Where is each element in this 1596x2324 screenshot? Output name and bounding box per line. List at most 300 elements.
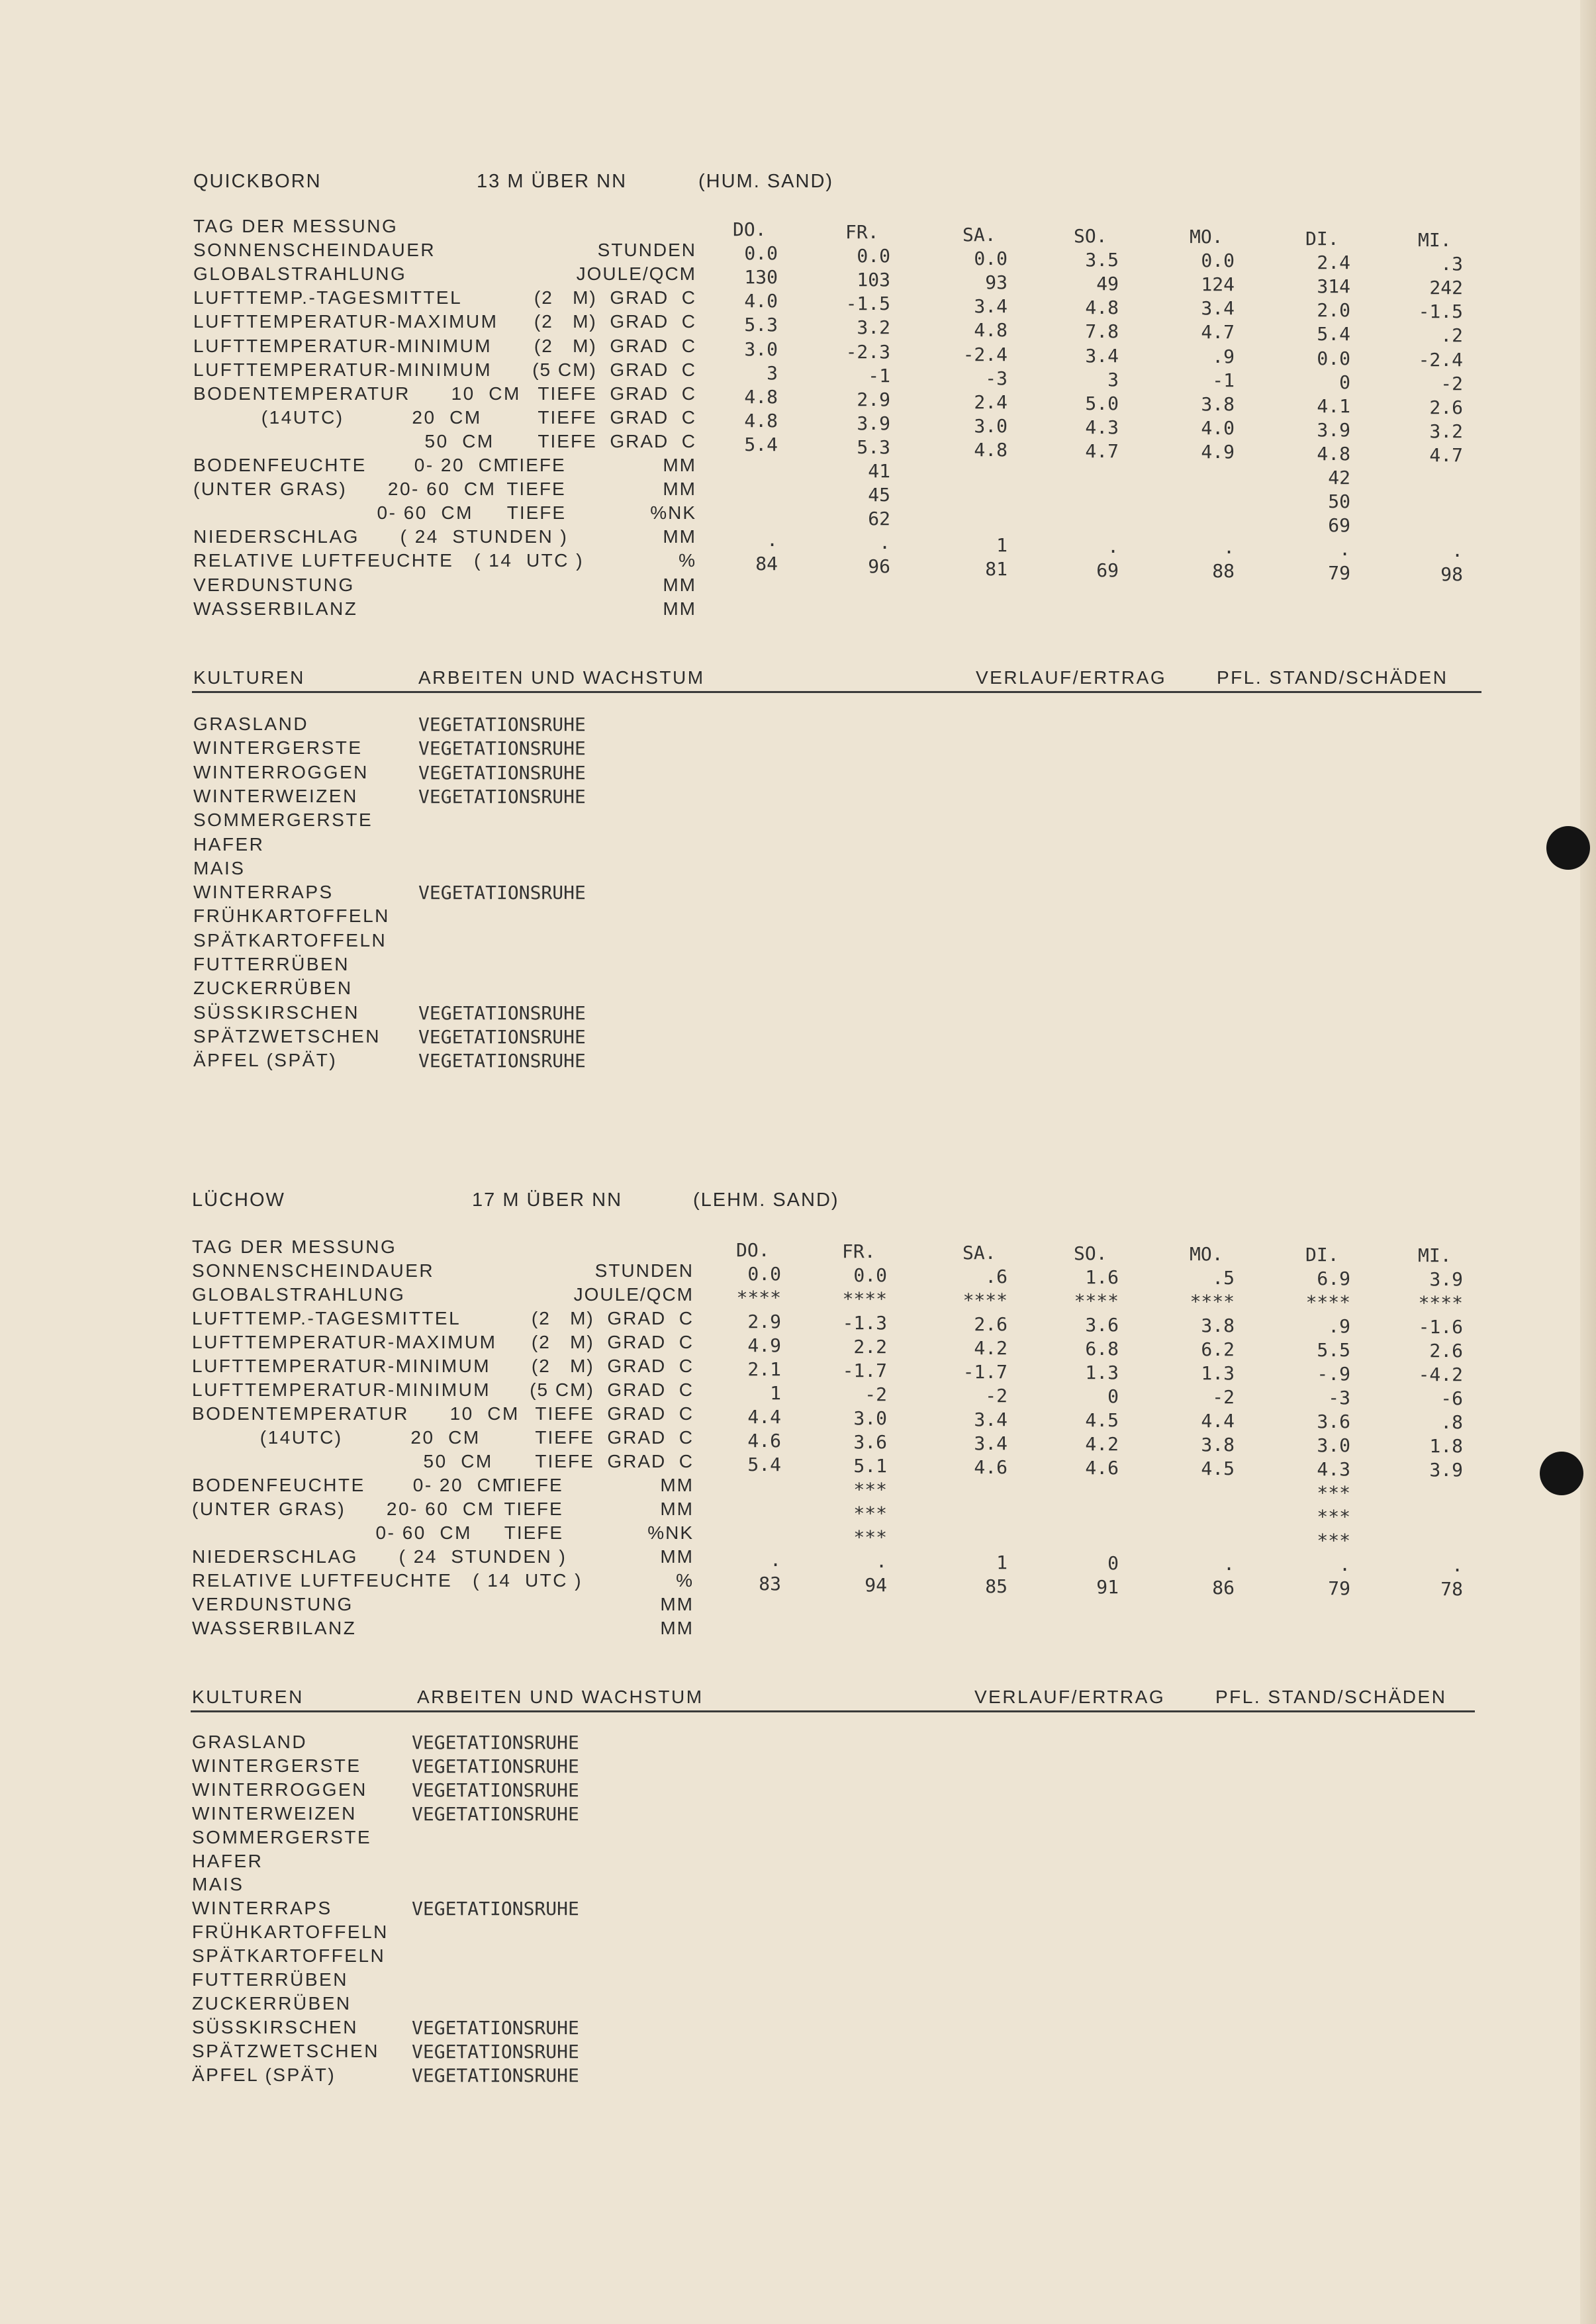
crop-label: FUTTERRÜBEN bbox=[193, 954, 350, 974]
value-cell: 5.4 bbox=[1317, 323, 1350, 346]
value-cell: 6.2 bbox=[1201, 1338, 1235, 1360]
value-cell: 4.3 bbox=[1085, 416, 1119, 438]
value-cell: 4.4 bbox=[1201, 1410, 1235, 1432]
kulturen-header-arbeiten: ARBEITEN UND WACHSTUM bbox=[418, 667, 705, 688]
measure-unit: (2 M) GRAD C bbox=[531, 1332, 694, 1352]
measure-unit: STUNDEN bbox=[594, 1260, 694, 1281]
measure-label: RELATIVE LUFTFEUCHTE ( 14 UTC ) bbox=[192, 1570, 583, 1591]
page-edge bbox=[1580, 0, 1596, 2324]
value-cell: 103 bbox=[857, 269, 890, 291]
crop-label: FRÜHKARTOFFELN bbox=[192, 1922, 389, 1943]
measure-label: NIEDERSCHLAG ( 24 STUNDEN ) bbox=[193, 526, 569, 547]
value-cell: 96 bbox=[868, 555, 890, 578]
value-cell: 2.6 bbox=[1429, 1340, 1463, 1362]
crop-status: VEGETATIONSRUHE bbox=[418, 1025, 586, 1048]
crop-status: VEGETATIONSRUHE bbox=[418, 785, 586, 808]
measure-label: (UNTER GRAS) 20- 60 CM bbox=[193, 479, 496, 500]
crop-label: HAFER bbox=[192, 1850, 263, 1871]
value-cell: **** bbox=[1418, 1292, 1463, 1314]
value-cell: 4.8 bbox=[744, 385, 778, 408]
day-header: SA. bbox=[962, 1242, 996, 1264]
crop-label: SOMMERGERSTE bbox=[192, 1826, 372, 1847]
crop-status: VEGETATIONSRUHE bbox=[418, 1050, 586, 1072]
value-cell: *** bbox=[853, 1503, 887, 1524]
crop-label: WINTERGERSTE bbox=[192, 1755, 361, 1776]
day-header: SO. bbox=[1074, 225, 1107, 247]
value-cell: **** bbox=[1074, 1290, 1119, 1312]
crop-status: VEGETATIONSRUHE bbox=[412, 1779, 579, 1801]
value-cell: . bbox=[876, 1550, 887, 1572]
measure-unit: STUNDEN bbox=[597, 240, 696, 261]
value-cell: 4.0 bbox=[744, 290, 778, 312]
value-cell: -2 bbox=[865, 1383, 887, 1405]
value-cell: .2 bbox=[1440, 324, 1463, 347]
value-cell: 3.4 bbox=[974, 295, 1008, 318]
value-cell: 4.2 bbox=[974, 1337, 1008, 1359]
station-name: QUICKBORN bbox=[193, 171, 322, 192]
value-cell: -.9 bbox=[1317, 1363, 1350, 1385]
crop-status: VEGETATIONSRUHE bbox=[412, 2040, 579, 2063]
crop-status: VEGETATIONSRUHE bbox=[418, 737, 586, 760]
crop-status: VEGETATIONSRUHE bbox=[418, 761, 586, 784]
value-cell: 3.8 bbox=[1201, 393, 1235, 415]
value-cell: 0.0 bbox=[744, 242, 778, 265]
kulturen-header-arbeiten: ARBEITEN UND WACHSTUM bbox=[417, 1687, 704, 1707]
station-soil: (LEHM. SAND) bbox=[693, 1189, 839, 1211]
value-cell: 3.9 bbox=[1317, 418, 1350, 441]
value-cell: 0.0 bbox=[1201, 250, 1235, 272]
crop-status: VEGETATIONSRUHE bbox=[418, 1001, 586, 1024]
measure-label: BODENFEUCHTE 0- 20 CM bbox=[192, 1475, 510, 1495]
crop-status: VEGETATIONSRUHE bbox=[418, 882, 586, 904]
crop-status: VEGETATIONSRUHE bbox=[412, 1802, 579, 1825]
value-cell: 78 bbox=[1440, 1578, 1463, 1600]
value-cell: 69 bbox=[1096, 559, 1119, 582]
value-cell: -1 bbox=[868, 364, 890, 387]
value-cell: 2.4 bbox=[974, 391, 1008, 413]
measure-unit: JOULE/QCM bbox=[576, 263, 696, 285]
crop-label: GRASLAND bbox=[193, 714, 309, 734]
measure-unit: TIEFE MM bbox=[506, 455, 696, 475]
value-cell: 4.5 bbox=[1085, 1409, 1119, 1431]
value-cell: 41 bbox=[868, 460, 890, 482]
value-cell: 4.9 bbox=[1201, 440, 1235, 463]
value-cell: 1.3 bbox=[1201, 1362, 1235, 1384]
measure-unit: TIEFE GRAD C bbox=[535, 1427, 694, 1448]
value-cell: -2 bbox=[1212, 1386, 1235, 1408]
value-cell: 3.4 bbox=[974, 1432, 1008, 1454]
crop-label: SPÄTZWETSCHEN bbox=[193, 1025, 381, 1046]
value-cell: **** bbox=[1190, 1291, 1235, 1313]
measure-unit: MM bbox=[660, 1594, 694, 1614]
value-cell: 3.2 bbox=[1429, 420, 1463, 442]
crop-status: VEGETATIONSRUHE bbox=[412, 2064, 579, 2086]
crop-label: FRÜHKARTOFFELN bbox=[193, 906, 390, 927]
measure-label: RELATIVE LUFTFEUCHTE ( 14 UTC ) bbox=[193, 550, 585, 571]
value-cell: . bbox=[879, 532, 890, 554]
value-cell: 4.6 bbox=[974, 1456, 1008, 1478]
value-cell: 5.0 bbox=[1085, 392, 1119, 414]
value-cell: 3.8 bbox=[1201, 1315, 1235, 1336]
value-cell: -1 bbox=[1212, 369, 1235, 391]
value-cell: 7.8 bbox=[1085, 320, 1119, 343]
day-header: MO. bbox=[1190, 1243, 1223, 1265]
value-cell: 49 bbox=[1096, 273, 1119, 295]
value-cell: .6 bbox=[985, 1266, 1008, 1287]
measure-unit: % bbox=[676, 1570, 694, 1591]
crop-label: ZUCKERRÜBEN bbox=[193, 978, 353, 999]
measure-label: BODENTEMPERATUR 10 CM bbox=[192, 1403, 520, 1424]
value-cell: 3.9 bbox=[857, 412, 890, 434]
measure-unit: TIEFE GRAD C bbox=[535, 1403, 694, 1424]
value-cell: . bbox=[770, 1549, 781, 1571]
value-cell: 81 bbox=[985, 558, 1008, 581]
measure-label: (14UTC) 20 CM bbox=[192, 1427, 481, 1448]
measure-unit: TIEFE %NK bbox=[506, 502, 696, 524]
value-cell: 86 bbox=[1212, 1577, 1235, 1599]
value-cell: 94 bbox=[865, 1574, 887, 1596]
value-cell: -1.7 bbox=[842, 1360, 887, 1381]
crop-label: SÜSSKIRSCHEN bbox=[192, 2016, 358, 2037]
value-cell: . bbox=[1339, 1554, 1350, 1575]
value-cell: -4.2 bbox=[1418, 1364, 1463, 1385]
crop-label: WINTERROGGEN bbox=[193, 761, 369, 782]
crop-label: MAIS bbox=[193, 857, 246, 878]
value-cell: 130 bbox=[744, 266, 778, 289]
value-cell: 3.4 bbox=[974, 1409, 1008, 1430]
value-cell: 79 bbox=[1328, 1577, 1350, 1599]
measure-unit: MM bbox=[663, 574, 696, 595]
value-cell: 0.0 bbox=[853, 1264, 887, 1286]
crop-label: WINTERROGGEN bbox=[192, 1779, 367, 1800]
measure-label: SONNENSCHEINDAUER bbox=[193, 240, 436, 261]
measure-label: TAG DER MESSUNG bbox=[193, 216, 399, 236]
measure-unit: (5 CM) GRAD C bbox=[530, 1379, 694, 1400]
value-cell: 3.4 bbox=[1085, 344, 1119, 367]
value-cell: -1.5 bbox=[1418, 301, 1463, 323]
kulturen-rule bbox=[191, 1710, 1475, 1712]
crop-status: VEGETATIONSRUHE bbox=[418, 714, 586, 735]
value-cell: 1 bbox=[996, 534, 1008, 557]
value-cell: 2.0 bbox=[1317, 299, 1350, 322]
punch-hole-upper bbox=[1546, 826, 1590, 870]
measure-label: VERDUNSTUNG bbox=[193, 574, 355, 595]
value-cell: 1 bbox=[770, 1382, 781, 1404]
value-cell: 242 bbox=[1429, 277, 1463, 299]
value-cell: 1.3 bbox=[1085, 1362, 1119, 1383]
day-header: DO. bbox=[736, 1239, 770, 1261]
day-header: DI. bbox=[1305, 1244, 1339, 1266]
day-header: DO. bbox=[733, 218, 767, 240]
crop-label: WINTERWEIZEN bbox=[193, 785, 358, 806]
value-cell: 4.2 bbox=[1085, 1433, 1119, 1455]
measure-label: WASSERBILANZ bbox=[192, 1618, 357, 1638]
measure-unit: MM bbox=[660, 1618, 694, 1638]
measure-label: LUFTTEMPERATUR-MAXIMUM bbox=[192, 1332, 497, 1352]
value-cell: 3.0 bbox=[974, 414, 1008, 437]
measure-unit: TIEFE %NK bbox=[504, 1522, 694, 1543]
value-cell: 3.4 bbox=[1201, 297, 1235, 320]
value-cell: *** bbox=[1317, 1482, 1350, 1504]
value-cell: 2.9 bbox=[857, 388, 890, 410]
value-cell: 3.0 bbox=[744, 338, 778, 360]
value-cell: 3 bbox=[767, 361, 778, 384]
value-cell: 0.0 bbox=[747, 1263, 781, 1285]
value-cell: 4.0 bbox=[1201, 416, 1235, 439]
value-cell: -3 bbox=[1328, 1387, 1350, 1409]
value-cell: 3.2 bbox=[857, 316, 890, 339]
station-name: LÜCHOW bbox=[192, 1189, 285, 1211]
crop-label: WINTERGERSTE bbox=[193, 737, 363, 759]
crop-label: WINTERRAPS bbox=[192, 1898, 332, 1919]
measure-unit: % bbox=[679, 550, 696, 571]
value-cell: 3.6 bbox=[853, 1431, 887, 1453]
value-cell: 5.5 bbox=[1317, 1339, 1350, 1361]
value-cell: 79 bbox=[1328, 562, 1350, 584]
measure-unit: (2 M) GRAD C bbox=[531, 1308, 694, 1328]
value-cell: 4.8 bbox=[1317, 442, 1350, 465]
crop-status: VEGETATIONSRUHE bbox=[412, 2016, 579, 2039]
measure-unit: MM bbox=[663, 526, 696, 547]
value-cell: 3.6 bbox=[1085, 1314, 1119, 1336]
value-cell: 4.5 bbox=[1201, 1458, 1235, 1479]
value-cell: 5.3 bbox=[744, 314, 778, 336]
value-cell: . bbox=[1452, 1554, 1463, 1576]
value-cell: 6.9 bbox=[1317, 1268, 1350, 1289]
crop-label: WINTERWEIZEN bbox=[192, 1802, 357, 1824]
station-elevation: 13 M ÜBER NN bbox=[477, 171, 628, 192]
value-cell: .5 bbox=[1212, 1267, 1235, 1289]
value-cell: 4.8 bbox=[974, 438, 1008, 461]
value-cell: -1.3 bbox=[842, 1312, 887, 1334]
crop-label: SPÄTZWETSCHEN bbox=[192, 2040, 379, 2061]
value-cell: 4.1 bbox=[1317, 395, 1350, 417]
measure-label: BODENTEMPERATUR 10 CM bbox=[193, 383, 521, 404]
measure-label: LUFTTEMP.-TAGESMITTEL bbox=[193, 287, 463, 308]
value-cell: 2.9 bbox=[747, 1311, 781, 1332]
crop-label: WINTERRAPS bbox=[193, 882, 334, 903]
kulturen-header-kulturen: KULTUREN bbox=[192, 1687, 304, 1707]
value-cell: 85 bbox=[985, 1575, 1008, 1597]
value-cell: 4.8 bbox=[974, 319, 1008, 342]
value-cell: -1.7 bbox=[962, 1361, 1008, 1383]
value-cell: -1.6 bbox=[1418, 1316, 1463, 1338]
value-cell: 3.9 bbox=[1429, 1268, 1463, 1290]
measure-label: GLOBALSTRAHLUNG bbox=[193, 263, 407, 285]
kulturen-header-verlauf: VERLAUF/ERTRAG bbox=[976, 667, 1167, 688]
value-cell: **** bbox=[842, 1288, 887, 1310]
measure-label: 0- 60 CM bbox=[193, 502, 473, 524]
value-cell: 2.6 bbox=[974, 1313, 1008, 1335]
value-cell: *** bbox=[853, 1479, 887, 1501]
crop-status: VEGETATIONSRUHE bbox=[412, 1898, 579, 1920]
measure-label: 50 CM bbox=[193, 430, 494, 451]
measure-label: TAG DER MESSUNG bbox=[192, 1236, 397, 1257]
measure-label: LUFTTEMPERATUR-MINIMUM bbox=[193, 359, 493, 380]
crop-label: FUTTERRÜBEN bbox=[192, 1969, 348, 1990]
measure-label: SONNENSCHEINDAUER bbox=[192, 1260, 435, 1281]
station-elevation: 17 M ÜBER NN bbox=[472, 1189, 623, 1211]
value-cell: 3 bbox=[1107, 368, 1119, 391]
day-header: SO. bbox=[1074, 1242, 1107, 1264]
value-cell: 91 bbox=[1096, 1576, 1119, 1598]
value-cell: 3.6 bbox=[1317, 1411, 1350, 1432]
value-cell: 98 bbox=[1440, 563, 1463, 586]
value-cell: 50 bbox=[1328, 490, 1350, 513]
day-header: MI. bbox=[1418, 229, 1452, 251]
measure-unit: TIEFE MM bbox=[506, 479, 696, 500]
crop-label: ZUCKERRÜBEN bbox=[192, 1992, 352, 2014]
day-header: MI. bbox=[1418, 1244, 1452, 1266]
value-cell: 1 bbox=[996, 1552, 1008, 1573]
measure-label: BODENFEUCHTE 0- 20 CM bbox=[193, 455, 511, 475]
value-cell: 3.9 bbox=[1429, 1459, 1463, 1481]
kulturen-rule bbox=[192, 691, 1481, 693]
crop-label: ÄPFEL (SPÄT) bbox=[192, 2064, 336, 2085]
day-header: SA. bbox=[962, 224, 996, 246]
measure-label: WASSERBILANZ bbox=[193, 598, 358, 619]
value-cell: 4.4 bbox=[747, 1406, 781, 1428]
measure-unit: (2 M) GRAD C bbox=[531, 1356, 694, 1376]
measure-label: NIEDERSCHLAG ( 24 STUNDEN ) bbox=[192, 1546, 567, 1567]
measure-label: GLOBALSTRAHLUNG bbox=[192, 1284, 406, 1305]
value-cell: 1.8 bbox=[1429, 1435, 1463, 1457]
value-cell: -2.4 bbox=[1418, 348, 1463, 371]
value-cell: 4.3 bbox=[1317, 1458, 1350, 1480]
value-cell: .8 bbox=[1440, 1411, 1463, 1433]
value-cell: **** bbox=[1305, 1291, 1350, 1313]
value-cell: -6 bbox=[1440, 1387, 1463, 1409]
crop-label: HAFER bbox=[193, 833, 265, 855]
station-soil: (HUM. SAND) bbox=[698, 171, 834, 192]
measure-unit: TIEFE GRAD C bbox=[535, 1451, 694, 1471]
measure-label: LUFTTEMPERATUR-MINIMUM bbox=[193, 335, 493, 356]
value-cell: 3.0 bbox=[853, 1407, 887, 1429]
value-cell: 5.3 bbox=[857, 436, 890, 458]
crop-label: SÜSSKIRSCHEN bbox=[193, 1001, 359, 1023]
measure-unit: (2 M) GRAD C bbox=[534, 335, 696, 356]
measure-unit: TIEFE GRAD C bbox=[538, 430, 696, 451]
value-cell: 0.0 bbox=[857, 245, 890, 267]
crop-label: MAIS bbox=[192, 1874, 244, 1895]
crop-label: SOMMERGERSTE bbox=[193, 810, 373, 831]
value-cell: 93 bbox=[985, 271, 1008, 294]
measure-unit: TIEFE MM bbox=[504, 1499, 694, 1519]
value-cell: 2.1 bbox=[747, 1358, 781, 1380]
measure-label: (UNTER GRAS) 20- 60 CM bbox=[192, 1499, 495, 1519]
value-cell: 4.9 bbox=[747, 1334, 781, 1356]
value-cell: 62 bbox=[868, 508, 890, 530]
value-cell: .9 bbox=[1212, 345, 1235, 367]
kulturen-header-pfl: PFL. STAND/SCHÄDEN bbox=[1215, 1687, 1447, 1707]
measure-unit: (5 CM) GRAD C bbox=[532, 359, 696, 380]
measure-unit: JOULE/QCM bbox=[573, 1284, 694, 1305]
value-cell: 4.6 bbox=[747, 1430, 781, 1452]
day-header: FR. bbox=[842, 1240, 876, 1262]
value-cell: -2.3 bbox=[845, 340, 890, 363]
value-cell: 4.6 bbox=[1085, 1457, 1119, 1479]
measure-unit: TIEFE GRAD C bbox=[538, 406, 696, 428]
value-cell: 42 bbox=[1328, 467, 1350, 488]
value-cell: 4.7 bbox=[1201, 321, 1235, 344]
value-cell: 83 bbox=[759, 1573, 781, 1595]
value-cell: -3 bbox=[985, 367, 1008, 389]
kulturen-header-kulturen: KULTUREN bbox=[193, 667, 305, 688]
measure-unit: MM bbox=[660, 1546, 694, 1567]
day-header: DI. bbox=[1305, 228, 1339, 250]
kulturen-header-pfl: PFL. STAND/SCHÄDEN bbox=[1217, 667, 1448, 688]
kulturen-header-verlauf: VERLAUF/ERTRAG bbox=[974, 1687, 1166, 1707]
measure-label: (14UTC) 20 CM bbox=[193, 406, 482, 428]
measure-unit: MM bbox=[663, 598, 696, 619]
value-cell: -2 bbox=[1440, 372, 1463, 395]
value-cell: 6.8 bbox=[1085, 1338, 1119, 1360]
value-cell: 3.5 bbox=[1085, 249, 1119, 271]
measure-label: 50 CM bbox=[192, 1451, 493, 1471]
crop-label: ÄPFEL (SPÄT) bbox=[193, 1050, 338, 1071]
punch-hole-lower bbox=[1540, 1452, 1583, 1495]
value-cell: 2.2 bbox=[853, 1336, 887, 1358]
value-cell: 3.8 bbox=[1201, 1434, 1235, 1456]
measure-unit: TIEFE MM bbox=[504, 1475, 694, 1495]
day-header: MO. bbox=[1190, 226, 1223, 248]
value-cell: 124 bbox=[1201, 273, 1235, 296]
value-cell: . bbox=[1223, 536, 1235, 559]
value-cell: 69 bbox=[1328, 514, 1350, 537]
value-cell: . bbox=[1223, 1553, 1235, 1575]
crop-status: VEGETATIONSRUHE bbox=[412, 1732, 579, 1753]
value-cell: *** bbox=[1317, 1506, 1350, 1528]
value-cell: 0.0 bbox=[1317, 347, 1350, 369]
value-cell: 5.4 bbox=[744, 433, 778, 455]
value-cell: 4.7 bbox=[1429, 443, 1463, 466]
crop-status: VEGETATIONSRUHE bbox=[412, 1755, 579, 1777]
day-header: FR. bbox=[845, 221, 879, 243]
value-cell: .3 bbox=[1440, 253, 1463, 275]
measure-label: LUFTTEMPERATUR-MAXIMUM bbox=[193, 311, 498, 332]
value-cell: 88 bbox=[1212, 560, 1235, 582]
value-cell: 0 bbox=[1339, 371, 1350, 393]
value-cell: 4.8 bbox=[744, 409, 778, 432]
value-cell: **** bbox=[736, 1287, 781, 1309]
value-cell: . bbox=[1452, 539, 1463, 562]
value-cell: . bbox=[1107, 535, 1119, 558]
measure-label: 0- 60 CM bbox=[192, 1522, 472, 1543]
value-cell: 84 bbox=[755, 553, 778, 575]
measure-label: LUFTTEMPERATUR-MINIMUM bbox=[192, 1356, 491, 1376]
value-cell: 45 bbox=[868, 484, 890, 506]
measure-label: VERDUNSTUNG bbox=[192, 1594, 353, 1614]
crop-label: SPÄTKARTOFFELN bbox=[193, 929, 387, 951]
value-cell: *** bbox=[1317, 1530, 1350, 1552]
value-cell: 0 bbox=[1107, 1552, 1119, 1574]
value-cell: -2 bbox=[985, 1385, 1008, 1407]
measure-label: LUFTTEMPERATUR-MINIMUM bbox=[192, 1379, 491, 1400]
value-cell: 5.4 bbox=[747, 1454, 781, 1475]
measure-unit: (2 M) GRAD C bbox=[534, 311, 696, 332]
value-cell: 2.6 bbox=[1429, 396, 1463, 418]
crop-label: GRASLAND bbox=[192, 1732, 308, 1752]
value-cell: 5.1 bbox=[853, 1455, 887, 1477]
value-cell: 2.4 bbox=[1317, 252, 1350, 274]
value-cell: -1.5 bbox=[845, 293, 890, 315]
value-cell: 0.0 bbox=[974, 248, 1008, 270]
value-cell: . bbox=[767, 529, 778, 551]
value-cell: 3.0 bbox=[1317, 1434, 1350, 1456]
value-cell: **** bbox=[962, 1289, 1008, 1311]
value-cell: *** bbox=[853, 1526, 887, 1548]
measure-unit: (2 M) GRAD C bbox=[534, 287, 696, 308]
